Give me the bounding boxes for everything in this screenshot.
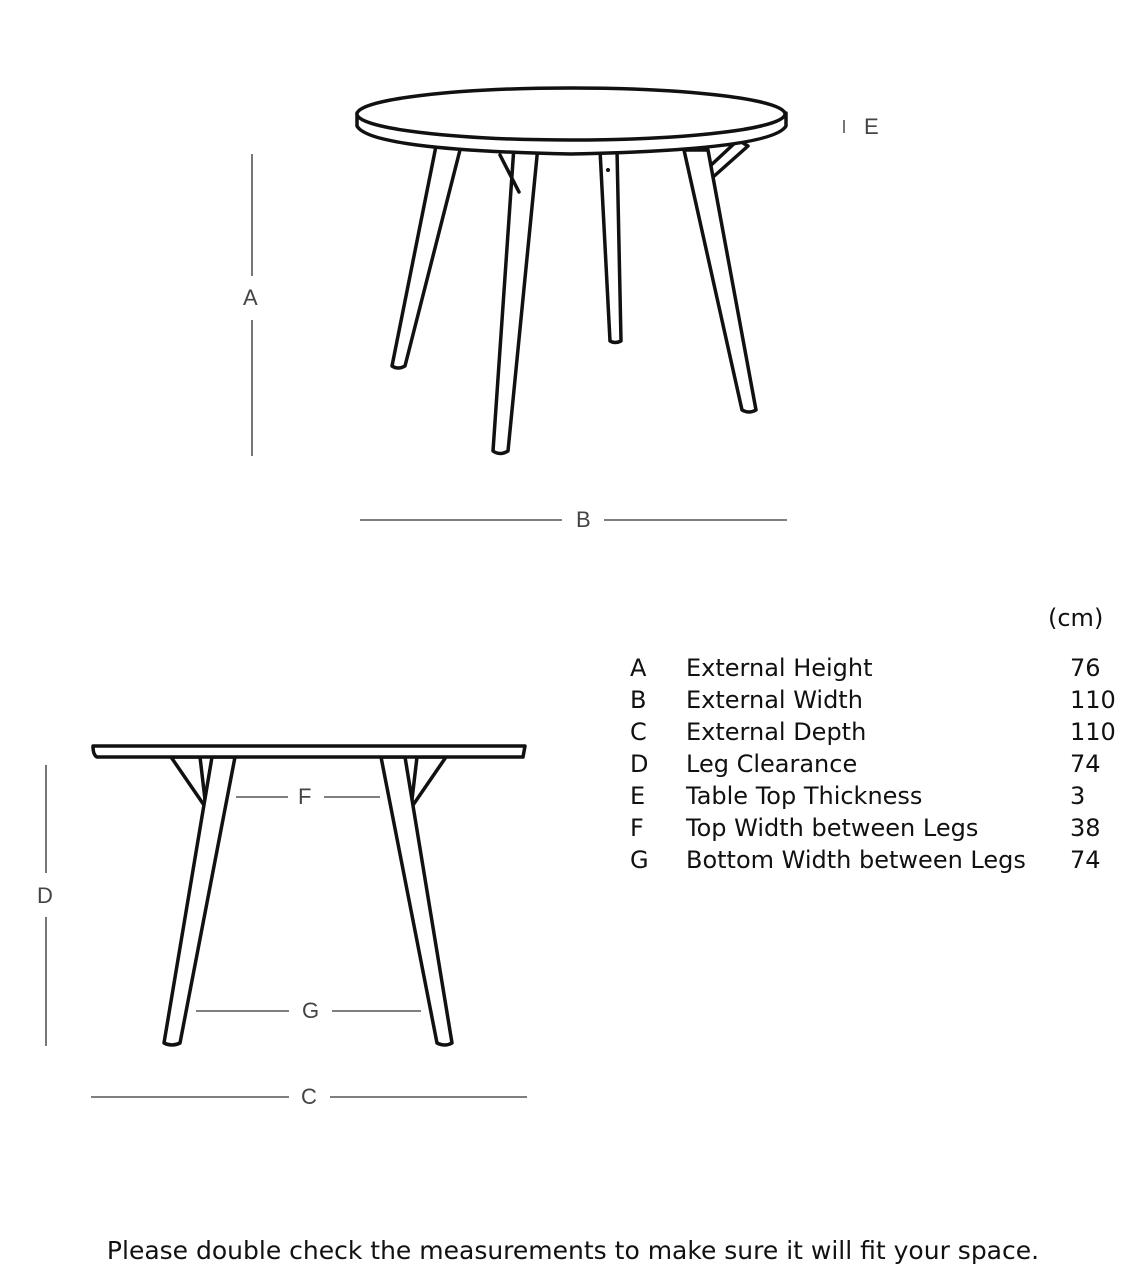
- spec-key: A: [630, 654, 647, 682]
- perspective-leg-front-right: [684, 150, 756, 412]
- perspective-table-top: [357, 88, 785, 140]
- spec-value: 74: [1070, 750, 1101, 778]
- dim-label-a: A: [243, 285, 258, 310]
- fit-note: Please double check the measurements to make sure it will fit your space.: [106, 1236, 1040, 1265]
- spec-value: 3: [1070, 782, 1086, 810]
- spec-key: D: [630, 750, 649, 778]
- spec-value: 110: [1070, 686, 1116, 714]
- table-row: [624, 812, 1120, 844]
- perspective-leg-dot: [606, 168, 610, 172]
- dim-label-g: G: [302, 998, 320, 1023]
- spec-name: Bottom Width between Legs: [686, 846, 1026, 874]
- spec-value: 74: [1070, 846, 1101, 874]
- table-row: [624, 684, 1120, 716]
- perspective-leg-front-left: [392, 146, 461, 368]
- dim-label-c: C: [301, 1084, 317, 1109]
- spec-key: E: [630, 782, 646, 810]
- dim-label-d: D: [37, 883, 53, 908]
- spec-key: C: [630, 718, 647, 746]
- spec-name: Top Width between Legs: [686, 814, 979, 842]
- spec-name: Leg Clearance: [686, 750, 858, 778]
- spec-name: External Height: [686, 654, 873, 682]
- side-brace-right: [411, 757, 446, 808]
- spec-value: 110: [1070, 718, 1116, 746]
- spec-value: 76: [1070, 654, 1101, 682]
- table-row: [624, 748, 1120, 780]
- specs-table: [624, 652, 1120, 876]
- dim-label-e: E: [864, 114, 879, 139]
- spec-key: F: [630, 814, 644, 842]
- side-brace-left: [171, 757, 206, 808]
- table-row: [624, 780, 1120, 812]
- perspective-leg-front-middle: [493, 146, 538, 454]
- table-row: [624, 716, 1120, 748]
- unit-label: (cm): [1048, 604, 1104, 632]
- table-row: [624, 652, 1120, 684]
- spec-name: External Depth: [686, 718, 867, 746]
- spec-name: External Width: [686, 686, 863, 714]
- spec-name: Table Top Thickness: [686, 782, 923, 810]
- spec-key: G: [630, 846, 649, 874]
- side-table-top: [93, 746, 525, 757]
- dim-label-b: B: [576, 507, 591, 532]
- dim-label-f: F: [298, 784, 312, 809]
- perspective-leg-back: [600, 150, 621, 343]
- spec-value: 38: [1070, 814, 1101, 842]
- table-row: [624, 844, 1120, 876]
- spec-key: B: [630, 686, 647, 714]
